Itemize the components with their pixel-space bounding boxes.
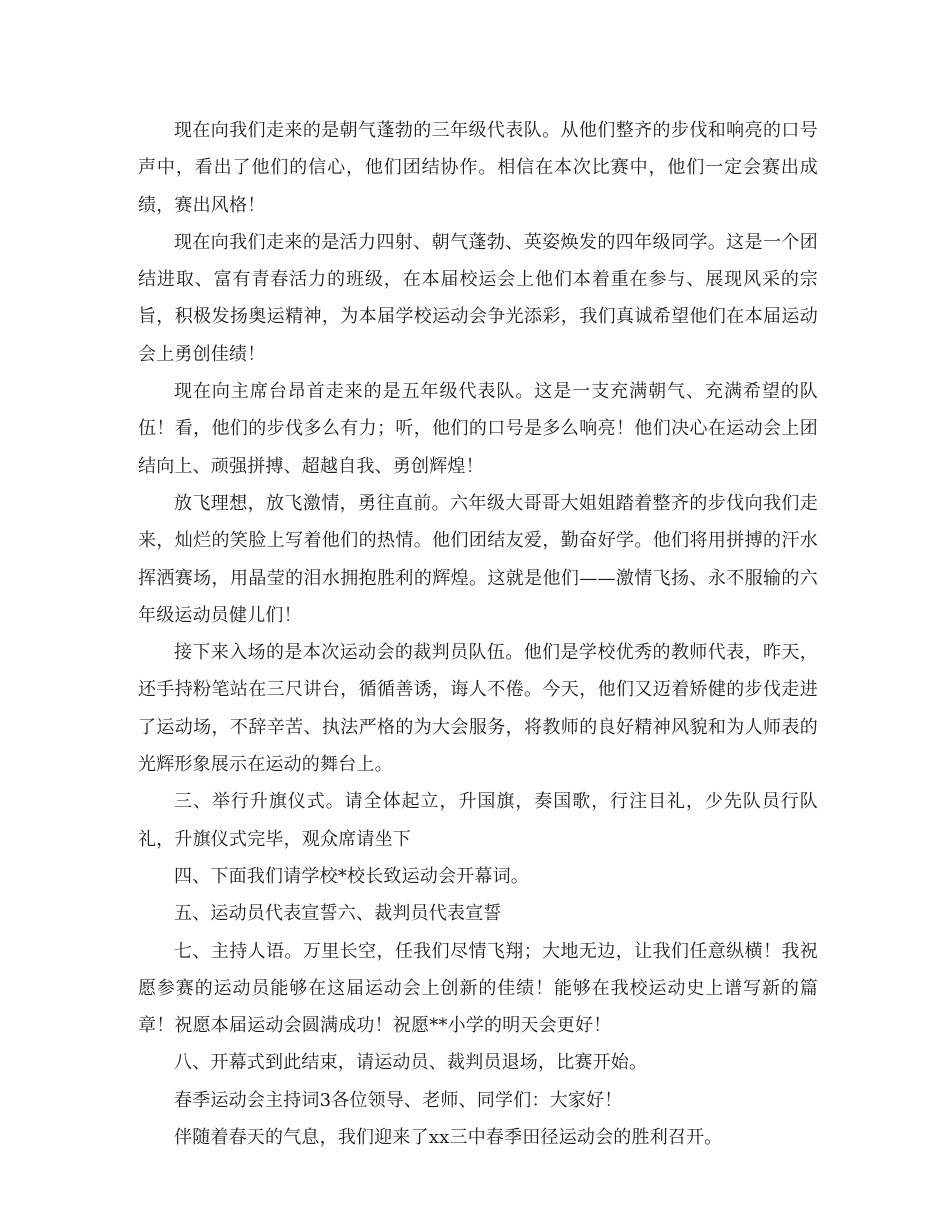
paragraph-grade4-team: 现在向我们走来的是活力四射、朝气蓬勃、英姿焕发的四年级同学。这是一个团结进取、富有青春活力的班级，在本届校运会上他们本着重在参与、展现风采的宗旨，积极发扬奥运精神，为本届学校运动会争光添彩，我们真诚希望他们在本届运动会上勇创佳绩！ — [138, 231, 818, 365]
paragraph-host-words: 七、主持人语。万里长空，任我们尽情飞翔；大地无边，让我们任意纵横！我祝愿参赛的运动员能够在这届运动会上创新的佳绩！能够在我校运动史上谱写新的篇章！祝愿本届运动会圆满成功！祝愿**小学的明天会更好！ — [138, 940, 818, 1037]
paragraph-grade6-team: 放飞理想，放飞激情，勇往直前。六年级大哥哥大姐姐踏着整齐的步伐向我们走来，灿烂的笑脸上写着他们的热情。他们团结友爱，勤奋好学。他们将用拼搏的汗水挥洒赛场，用晶莹的泪水拥抱胜利的辉煌。这就是他们——激情飞扬、永不服输的六年级运动员健儿们！ — [138, 492, 818, 626]
paragraph-closing: 八、开幕式到此结束，请运动员、裁判员退场，比赛开始。 — [174, 1052, 648, 1074]
paragraph-grade5-team: 现在向主席台昂首走来的是五年级代表队。这是一支充满朝气、充满希望的队伍！看，他们的步伐多么有力；听，他们的口号是多么响亮！他们决心在运动会上团结向上、顽强拼搏、超越自我、勇创辉煌！ — [138, 381, 818, 477]
paragraph-principal-speech: 四、下面我们请学校*校长致运动会开幕词。 — [174, 865, 529, 887]
paragraph-flag-ceremony: 三、举行升旗仪式。请全体起立，升国旗，奏国歌，行注目礼，少先队员行队礼，升旗仪式完毕，观众席请坐下 — [138, 791, 818, 850]
paragraph-spring-meet: 伴随着春天的气息，我们迎来了xx三中春季田径运动会的胜利召开。 — [174, 1127, 723, 1149]
paragraph-referee-team: 接下来入场的是本次运动会的裁判员队伍。他们是学校优秀的教师代表，昨天，还手持粉笔站在三尺讲台，循循善诱，诲人不倦。今天，他们又迈着矫健的步伐走进了运动场，不辞辛苦、执法严格的为大会服务，将教师的良好精神风貌和为人师表的光辉形象展示在运动的舞台上。 — [138, 642, 818, 776]
document-body — [138, 112, 818, 1156]
paragraph-grade3-team: 现在向我们走来的是朝气蓬勃的三年级代表队。从他们整齐的步伐和响亮的口号声中，看出了他们的信心，他们团结协作。相信在本次比赛中，他们一定会赛出成绩，赛出风格！ — [138, 120, 818, 216]
paragraph-script3-greeting: 春季运动会主持词3各位领导、老师、同学们：大家好！ — [174, 1089, 623, 1111]
paragraph-oaths: 五、运动员代表宣誓六、裁判员代表宣誓 — [174, 903, 502, 925]
